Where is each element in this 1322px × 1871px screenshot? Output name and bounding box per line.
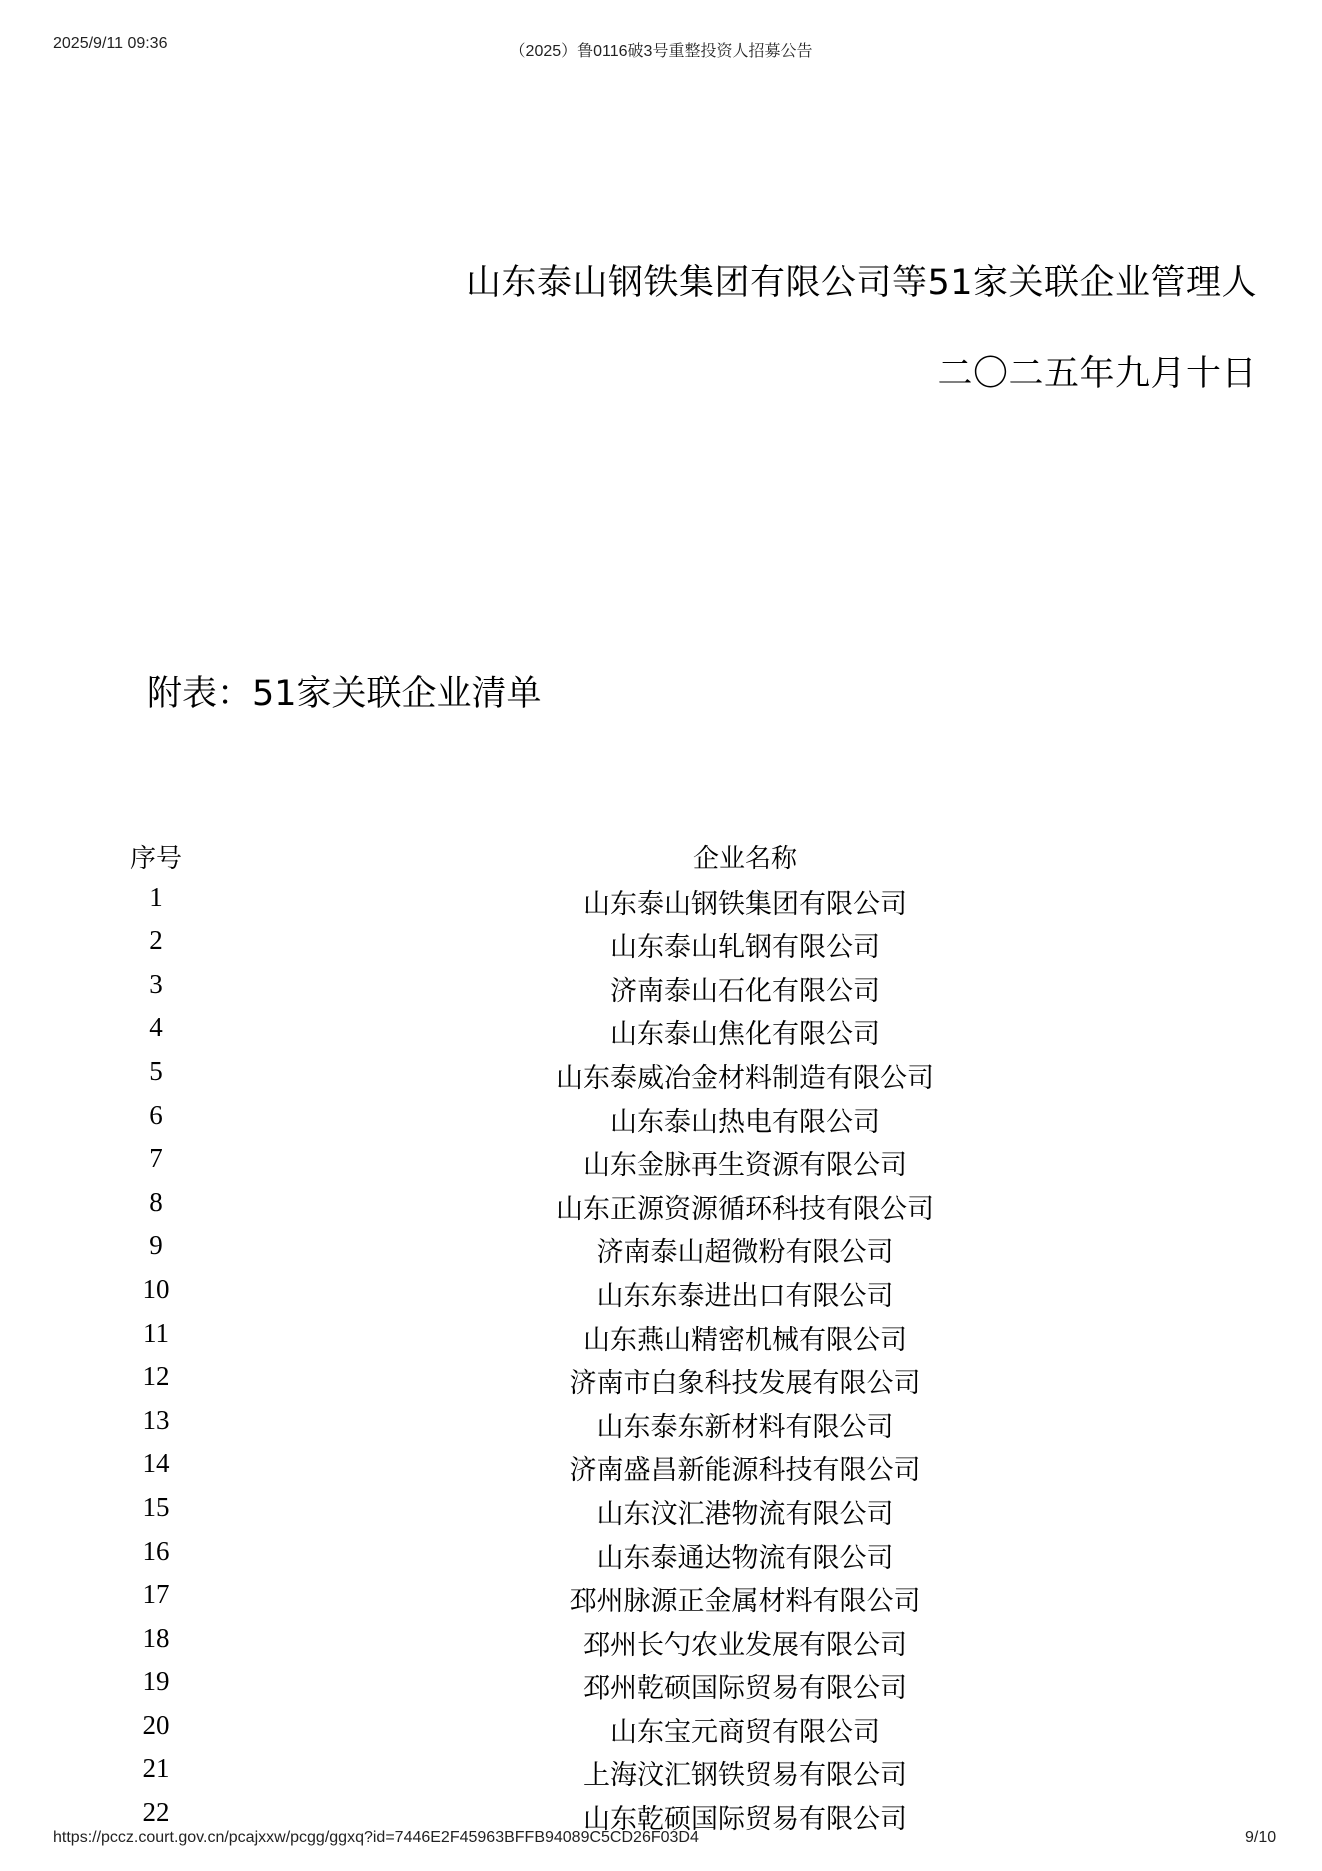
row-number: 15 xyxy=(142,1491,170,1522)
column-header-name: 企业名称 xyxy=(692,844,797,874)
row-number: 9 xyxy=(149,1230,163,1261)
row-number: 5 xyxy=(149,1055,163,1086)
list-item xyxy=(0,1623,1322,1667)
row-number: 6 xyxy=(149,1099,163,1130)
company-name: 山东泰通达物流有限公司 xyxy=(596,1542,894,1574)
list-item xyxy=(0,1100,1322,1144)
company-name: 山东泰山热电有限公司 xyxy=(610,1106,880,1138)
company-name: 山东金脉再生资源有限公司 xyxy=(583,1150,907,1182)
document-title: （2025）鲁0116破3号重整投资人招募公告 xyxy=(509,43,813,60)
list-item xyxy=(0,1274,1322,1318)
company-name: 济南泰山石化有限公司 xyxy=(610,975,880,1007)
company-name: 济南盛昌新能源科技有限公司 xyxy=(569,1455,921,1487)
list-item xyxy=(0,882,1322,926)
company-name: 山东泰山焦化有限公司 xyxy=(610,1019,880,1051)
list-item xyxy=(0,1318,1322,1362)
row-number: 8 xyxy=(149,1186,163,1217)
row-number: 11 xyxy=(143,1317,169,1348)
company-name: 山东汶汇港物流有限公司 xyxy=(596,1498,894,1530)
company-name: 山东宝元商贸有限公司 xyxy=(610,1716,880,1748)
company-name: 邳州脉源正金属材料有限公司 xyxy=(569,1586,921,1618)
company-list xyxy=(0,838,1322,1836)
row-number: 20 xyxy=(142,1709,170,1740)
list-item xyxy=(0,1143,1322,1187)
list-item xyxy=(0,1230,1322,1274)
list-item xyxy=(0,1405,1322,1449)
row-number: 2 xyxy=(149,925,163,956)
row-number: 16 xyxy=(142,1535,170,1566)
list-item xyxy=(0,1056,1322,1100)
row-number: 17 xyxy=(142,1579,170,1610)
list-item xyxy=(0,1187,1322,1231)
appendix-title: 附表：51家关联企业清单 xyxy=(147,674,542,714)
list-item xyxy=(0,1012,1322,1056)
company-name: 邳州长勺农业发展有限公司 xyxy=(583,1629,907,1661)
company-name: 邳州乾硕国际贸易有限公司 xyxy=(583,1673,907,1705)
list-item xyxy=(0,969,1322,1013)
row-number: 22 xyxy=(142,1797,170,1828)
list-item xyxy=(0,1448,1322,1492)
company-name: 山东东泰进出口有限公司 xyxy=(596,1280,894,1312)
list-item xyxy=(0,1492,1322,1536)
list-item xyxy=(0,1579,1322,1623)
list-item xyxy=(0,1361,1322,1405)
signature-date: 二〇二五年九月十日 xyxy=(937,354,1257,394)
signature-organization: 山东泰山钢铁集团有限公司等51家关联企业管理人 xyxy=(465,263,1257,303)
company-name: 山东泰威冶金材料制造有限公司 xyxy=(556,1062,934,1094)
company-name: 济南市白象科技发展有限公司 xyxy=(569,1368,921,1400)
row-number: 19 xyxy=(142,1666,170,1697)
row-number: 10 xyxy=(142,1273,170,1304)
row-number: 3 xyxy=(149,968,163,999)
column-header-no: 序号 xyxy=(129,844,182,874)
company-name: 山东乾硕国际贸易有限公司 xyxy=(583,1804,907,1836)
list-item xyxy=(0,1710,1322,1754)
company-name: 济南泰山超微粉有限公司 xyxy=(596,1237,894,1269)
row-number: 18 xyxy=(142,1622,170,1653)
company-name: 山东泰山钢铁集团有限公司 xyxy=(583,888,907,920)
row-number: 13 xyxy=(142,1404,170,1435)
company-name: 上海汶汇钢铁贸易有限公司 xyxy=(583,1760,907,1792)
list-item xyxy=(0,1536,1322,1580)
list-header xyxy=(0,838,1322,882)
list-item xyxy=(0,1666,1322,1710)
list-item xyxy=(0,1753,1322,1797)
row-number: 12 xyxy=(142,1361,170,1392)
company-name: 山东正源资源循环科技有限公司 xyxy=(556,1193,934,1225)
row-number: 1 xyxy=(149,881,163,912)
company-name: 山东泰东新材料有限公司 xyxy=(596,1411,894,1443)
row-number: 14 xyxy=(142,1448,170,1479)
list-item xyxy=(0,925,1322,969)
page-number: 9/10 xyxy=(1245,1829,1277,1846)
page-url: https://pccz.court.gov.cn/pcajxxw/pcgg/ggxq?id=7446E2F45963BFFB94089C5CD26F03D4 xyxy=(53,1829,699,1846)
row-number: 4 xyxy=(149,1012,163,1043)
print-datetime: 2025/9/11 09:36 xyxy=(53,35,168,52)
row-number: 7 xyxy=(149,1143,163,1174)
row-number: 21 xyxy=(142,1753,170,1784)
company-name: 山东燕山精密机械有限公司 xyxy=(583,1324,907,1356)
list-item xyxy=(0,1797,1322,1836)
company-name: 山东泰山轧钢有限公司 xyxy=(610,932,880,964)
